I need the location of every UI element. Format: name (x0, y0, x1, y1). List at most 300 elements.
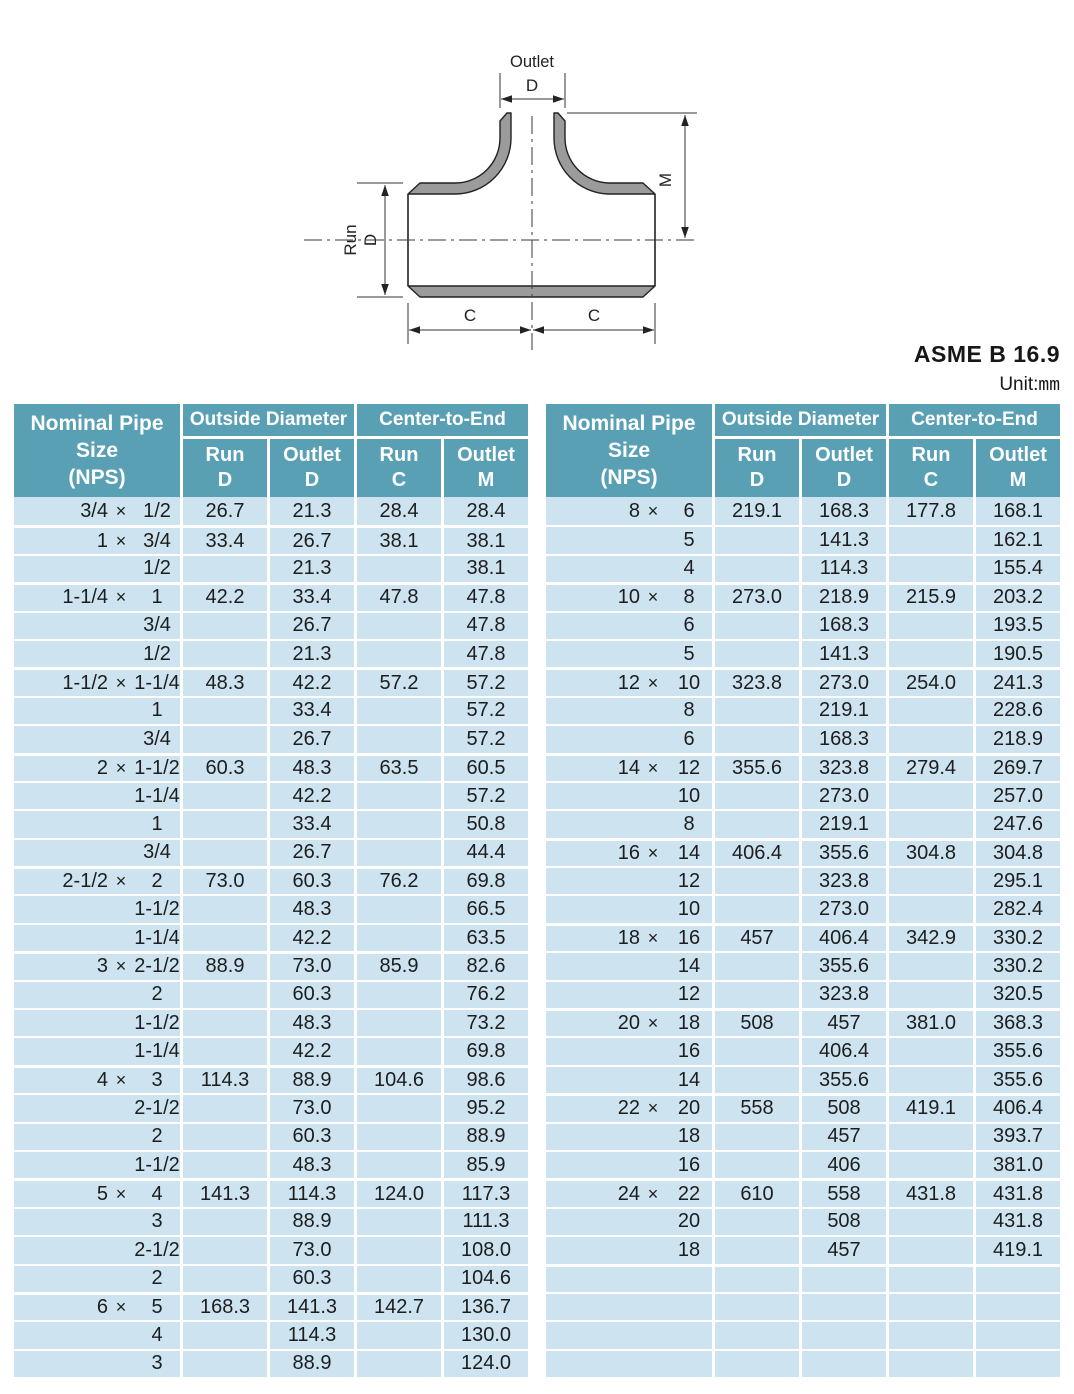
header-center-to-end: Center-to-End (357, 404, 528, 436)
nps-cell (546, 1294, 712, 1320)
run-d-cell (715, 896, 799, 922)
run-d-cell: 88.9 (183, 954, 267, 979)
outlet-d-cell: 355.6 (802, 953, 886, 979)
nps-outlet: 12 (677, 983, 701, 1006)
table-row (546, 582, 1060, 610)
outlet-d-cell: 48.3 (270, 896, 354, 922)
nps-outlet: 5 (151, 1296, 163, 1319)
table-row (546, 554, 1060, 582)
table-row (14, 554, 528, 582)
outlet-d-cell: 141.3 (270, 1295, 354, 1320)
run-c-cell (889, 726, 973, 752)
run-c-cell (889, 1294, 973, 1320)
run-d-cell: 558 (715, 1096, 799, 1121)
run-d-cell: 33.4 (183, 528, 267, 553)
nps-x: × (115, 1297, 127, 1318)
outlet-d-cell (802, 1351, 886, 1377)
nps-cell (546, 1067, 712, 1093)
nps-cell (546, 613, 712, 639)
run-d-cell (715, 1267, 799, 1292)
nps-cell (546, 1124, 712, 1150)
nps-cell (14, 1068, 180, 1093)
nps-outlet: 4 (683, 557, 695, 580)
nps-x: × (647, 500, 659, 521)
run-c-cell (889, 982, 973, 1008)
nps-outlet: 14 (677, 1068, 701, 1091)
nps-outlet: 1/2 (143, 499, 171, 522)
run-d-cell: 323.8 (715, 670, 799, 695)
run-c-cell (889, 527, 973, 553)
outlet-d-cell: 323.8 (802, 756, 886, 781)
run-d-cell (183, 1351, 267, 1377)
nps-run: 2-1/2 (62, 870, 108, 893)
nps-outlet: 6 (683, 499, 695, 522)
outlet-d-cell: 88.9 (270, 1209, 354, 1235)
table-row (546, 753, 1060, 781)
run-d-cell (715, 811, 799, 837)
outlet-m-cell: 393.7 (976, 1124, 1060, 1150)
run-c-cell (357, 982, 441, 1008)
header-run-c (889, 439, 973, 497)
outlet-d-cell: 168.3 (802, 726, 886, 752)
nps-run: 5 (96, 1182, 108, 1205)
nps-cell (14, 811, 180, 837)
outlet-m-cell: 168.1 (976, 497, 1060, 525)
run-d-cell: 610 (715, 1181, 799, 1206)
header-run-c-line1: Run (379, 444, 419, 466)
nps-run: 4 (96, 1069, 108, 1091)
table-row (546, 639, 1060, 667)
nps-outlet: 1/2 (143, 642, 171, 665)
nps-cell (14, 497, 180, 525)
outlet-d-cell: 457 (802, 1124, 886, 1150)
outlet-d-cell (802, 1267, 886, 1292)
run-d-cell (183, 1124, 267, 1150)
outlet-d-cell: 48.3 (270, 756, 354, 781)
header-outside-diameter: Outside Diameter (715, 404, 886, 436)
table-row (14, 667, 528, 695)
nps-outlet: 10 (677, 898, 701, 921)
run-d-cell (183, 698, 267, 724)
nps-cell (14, 1181, 180, 1206)
run-c-cell: 57.2 (357, 670, 441, 695)
nps-outlet: 1-1/2 (134, 756, 180, 779)
table-row (14, 1349, 528, 1377)
run-c-cell: 38.1 (357, 528, 441, 553)
run-c-cell (889, 896, 973, 922)
nps-outlet: 16 (677, 1153, 701, 1176)
nps-outlet: 18 (677, 1012, 701, 1035)
nps-outlet: 22 (677, 1182, 701, 1205)
table-row (14, 1320, 528, 1348)
outlet-m-cell: 57.2 (444, 783, 528, 809)
outlet-d-cell: 273.0 (802, 896, 886, 922)
outlet-d-cell: 457 (802, 1011, 886, 1036)
outlet-d-cell: 33.4 (270, 698, 354, 724)
table-row (14, 1207, 528, 1235)
table-row (14, 923, 528, 951)
nps-cell (546, 1038, 712, 1064)
nps-outlet: 3/4 (143, 529, 171, 552)
outlet-d-cell: 114.3 (270, 1181, 354, 1206)
run-d-cell (715, 527, 799, 553)
standard-title: ASME B 16.9 (913, 341, 1060, 367)
nps-cell (546, 868, 712, 894)
outlet-d-cell: 406.4 (802, 1038, 886, 1064)
table-body-right (546, 497, 1060, 1377)
header-run-c-line2: C (923, 469, 939, 491)
header-outlet-m-line1: Outlet (989, 444, 1047, 466)
run-d-cell (183, 811, 267, 837)
header-run-d (183, 439, 267, 497)
run-d-cell (715, 982, 799, 1008)
outlet-d-cell: 114.3 (802, 556, 886, 582)
run-c-cell (889, 1351, 973, 1377)
nps-cell (546, 1152, 712, 1178)
run-c-cell: 304.8 (889, 841, 973, 866)
outlet-d-cell: 168.3 (802, 497, 886, 525)
outlet-d-cell: 60.3 (270, 1124, 354, 1150)
table-row (14, 866, 528, 894)
outlet-m-cell: 136.7 (444, 1295, 528, 1320)
outlet-m-cell: 282.4 (976, 896, 1060, 922)
table-header (546, 404, 1060, 497)
header-outside-diameter: Outside Diameter (183, 404, 354, 436)
nps-cell (546, 1011, 712, 1036)
table-row (14, 497, 528, 525)
run-c-cell (357, 613, 441, 639)
run-c-cell: 85.9 (357, 954, 441, 979)
outlet-m-cell: 431.8 (976, 1209, 1060, 1235)
nps-outlet: 3 (151, 1210, 163, 1233)
nps-outlet: 18 (677, 1238, 701, 1261)
outlet-d-cell: 406.4 (802, 926, 886, 951)
run-c-cell: 431.8 (889, 1181, 973, 1206)
outlet-m-cell: 193.5 (976, 613, 1060, 639)
outlet-m-cell: 241.3 (976, 670, 1060, 695)
nps-outlet: 2-1/2 (134, 1096, 180, 1119)
outlet-m-cell: 60.5 (444, 756, 528, 781)
run-c-cell (357, 1010, 441, 1036)
nps-outlet: 1-1/2 (134, 898, 180, 921)
header-outlet-d-line1: Outlet (815, 444, 873, 466)
table-row (14, 1008, 528, 1036)
outlet-m-cell: 368.3 (976, 1011, 1060, 1036)
header-nps-line3: (NPS) (600, 466, 658, 490)
nps-cell (546, 982, 712, 1008)
run-d-cell (183, 982, 267, 1008)
outlet-d-cell: 114.3 (270, 1322, 354, 1348)
nps-outlet: 1/2 (143, 557, 171, 580)
nps-cell (546, 896, 712, 922)
run-c-cell (889, 1067, 973, 1093)
nps-x: × (647, 1183, 659, 1204)
nps-cell (546, 811, 712, 837)
outlet-m-cell: 218.9 (976, 726, 1060, 752)
unit-value: mm (1038, 376, 1060, 396)
nps-cell (14, 670, 180, 695)
nps-run: 6 (96, 1296, 108, 1319)
header-outlet-m (444, 439, 528, 497)
nps-cell (14, 1038, 180, 1064)
run-d-cell (183, 1237, 267, 1263)
header-nps-line2: Size (75, 438, 119, 462)
outlet-d-cell: 48.3 (270, 1152, 354, 1178)
nps-cell (14, 641, 180, 667)
nps-cell (546, 1096, 712, 1121)
run-d-cell: 60.3 (183, 756, 267, 781)
nps-run: 12 (617, 671, 640, 694)
nps-outlet: 3/4 (143, 614, 171, 637)
run-d-cell (715, 1067, 799, 1093)
run-d-cell (183, 1095, 267, 1121)
run-d-cell (715, 726, 799, 752)
nps-outlet: 1-1/4 (134, 1040, 180, 1063)
run-d-cell (715, 1152, 799, 1178)
run-d-cell: 219.1 (715, 497, 799, 525)
run-c-cell (889, 1237, 973, 1263)
outlet-d-cell: 26.7 (270, 528, 354, 553)
nps-run: 3/4 (80, 499, 108, 522)
nps-outlet: 14 (677, 841, 701, 864)
outlet-label: Outlet (509, 53, 555, 71)
nps-cell (546, 1267, 712, 1292)
nps-x: × (647, 587, 659, 608)
nps-outlet: 6 (683, 614, 695, 637)
nps-cell (14, 556, 180, 582)
table-row (546, 525, 1060, 553)
outlet-m-cell: 304.8 (976, 841, 1060, 866)
run-d-cell (183, 783, 267, 809)
run-c-cell: 342.9 (889, 926, 973, 951)
table-row (546, 1292, 1060, 1320)
c-left-label: C (463, 306, 477, 325)
outlet-m-cell: 406.4 (976, 1096, 1060, 1121)
outlet-m-cell (976, 1267, 1060, 1292)
outlet-dim-label: D (525, 76, 539, 95)
run-d-cell (715, 1038, 799, 1064)
run-c-cell (357, 1124, 441, 1150)
nps-run: 24 (617, 1182, 640, 1205)
table-row (14, 781, 528, 809)
table-row (14, 894, 528, 922)
nps-cell (14, 1209, 180, 1235)
nps-x: × (647, 842, 659, 863)
run-d-cell: 26.7 (183, 497, 267, 525)
nps-outlet: 6 (683, 727, 695, 750)
nps-outlet: 3 (151, 1352, 163, 1375)
run-c-cell (889, 1322, 973, 1348)
dimension-table-right (546, 404, 1060, 1377)
nps-x: × (115, 587, 127, 608)
run-c-cell: 28.4 (357, 497, 441, 525)
header-run-d-line2: D (749, 469, 765, 491)
nps-cell (14, 613, 180, 639)
outlet-d-cell: 323.8 (802, 982, 886, 1008)
table-row (14, 1093, 528, 1121)
outlet-d-cell: 141.3 (802, 641, 886, 667)
run-d-cell: 73.0 (183, 869, 267, 894)
outlet-d-cell: 88.9 (270, 1068, 354, 1093)
nps-outlet: 16 (677, 1040, 701, 1063)
run-c-cell (357, 840, 441, 866)
nps-outlet: 1-1/2 (134, 1011, 180, 1034)
nps-outlet: 4 (151, 1182, 163, 1205)
run-d-cell (715, 868, 799, 894)
table-row (546, 838, 1060, 866)
nps-x: × (647, 928, 659, 949)
nps-x: × (647, 1013, 659, 1034)
outlet-m-cell: 50.8 (444, 811, 528, 837)
nps-cell (546, 926, 712, 951)
run-d-cell (183, 556, 267, 582)
nps-run: 1 (96, 529, 108, 552)
outlet-m-cell: 95.2 (444, 1095, 528, 1121)
nps-cell (14, 585, 180, 610)
nps-cell (546, 756, 712, 781)
nps-x: × (115, 500, 127, 521)
outlet-d-cell: 508 (802, 1209, 886, 1235)
run-d-cell (183, 641, 267, 667)
outlet-m-cell: 355.6 (976, 1038, 1060, 1064)
run-c-cell (889, 641, 973, 667)
outlet-d-cell: 60.3 (270, 869, 354, 894)
table-row (546, 1008, 1060, 1036)
header-outlet-m-line2: M (1009, 469, 1027, 491)
nps-outlet: 14 (677, 954, 701, 977)
run-d-cell: 114.3 (183, 1068, 267, 1093)
table-body-left (14, 497, 528, 1377)
nps-cell (546, 497, 712, 525)
nps-cell (546, 641, 712, 667)
nps-outlet: 1-1/4 (134, 671, 180, 694)
run-d-cell (183, 1038, 267, 1064)
outlet-m-cell: 247.6 (976, 811, 1060, 837)
table-row (546, 1207, 1060, 1235)
nps-outlet: 2-1/2 (134, 955, 180, 978)
run-d-cell (183, 1152, 267, 1178)
run-c-cell (357, 698, 441, 724)
nps-run: 8 (628, 499, 640, 522)
outlet-d-cell: 141.3 (802, 527, 886, 553)
run-c-cell (889, 1152, 973, 1178)
nps-cell (546, 1351, 712, 1377)
table-row (546, 1036, 1060, 1064)
run-d-cell: 355.6 (715, 756, 799, 781)
nps-cell (546, 783, 712, 809)
outlet-d-cell: 219.1 (802, 698, 886, 724)
nps-cell (14, 954, 180, 979)
nps-outlet: 5 (683, 642, 695, 665)
table-row (546, 781, 1060, 809)
header-outlet-d (270, 439, 354, 497)
run-c-cell: 124.0 (357, 1181, 441, 1206)
table-header (14, 404, 528, 497)
outlet-m-cell: 162.1 (976, 527, 1060, 553)
run-d-cell: 141.3 (183, 1181, 267, 1206)
run-c-cell (889, 868, 973, 894)
outlet-m-cell: 320.5 (976, 982, 1060, 1008)
nps-cell (14, 1010, 180, 1036)
run-d-cell (715, 556, 799, 582)
outlet-d-cell: 60.3 (270, 982, 354, 1008)
table-row (14, 1065, 528, 1093)
nps-x: × (115, 757, 127, 778)
nps-outlet: 16 (677, 927, 701, 950)
nps-cell (546, 1181, 712, 1206)
outlet-m-cell: 69.8 (444, 869, 528, 894)
nps-cell (546, 726, 712, 752)
outlet-m-cell: 419.1 (976, 1237, 1060, 1263)
run-c-cell (357, 1322, 441, 1348)
table-row (546, 923, 1060, 951)
table-row (546, 866, 1060, 894)
table-row (14, 809, 528, 837)
nps-x: × (647, 1098, 659, 1119)
table-row (14, 1150, 528, 1178)
header-run-d-line2: D (217, 469, 233, 491)
nps-x: × (115, 1183, 127, 1204)
nps-outlet: 10 (677, 671, 701, 694)
run-c-cell: 279.4 (889, 756, 973, 781)
nps-cell (14, 528, 180, 553)
outlet-m-cell: 57.2 (444, 726, 528, 752)
nps-outlet: 1-1/2 (134, 1153, 180, 1176)
outlet-d-cell: 42.2 (270, 670, 354, 695)
nps-cell (546, 1209, 712, 1235)
nps-cell (14, 869, 180, 894)
run-c-cell (357, 641, 441, 667)
nps-cell (14, 1095, 180, 1121)
table-row (546, 1178, 1060, 1206)
outlet-m-cell: 73.2 (444, 1010, 528, 1036)
nps-outlet: 2 (151, 870, 163, 893)
outlet-d-cell (802, 1294, 886, 1320)
run-c-cell (357, 556, 441, 582)
run-c-cell (889, 556, 973, 582)
nps-cell (546, 670, 712, 695)
nps-x: × (647, 757, 659, 778)
nps-outlet: 12 (677, 869, 701, 892)
table-row (14, 582, 528, 610)
outlet-m-cell: 355.6 (976, 1067, 1060, 1093)
outlet-m-cell: 85.9 (444, 1152, 528, 1178)
outlet-m-cell: 431.8 (976, 1181, 1060, 1206)
outlet-m-cell: 257.0 (976, 783, 1060, 809)
run-d-cell (183, 726, 267, 752)
nps-x: × (115, 871, 127, 892)
outlet-d-cell: 219.1 (802, 811, 886, 837)
nps-outlet: 8 (683, 586, 695, 609)
header-nps-line3: (NPS) (68, 466, 126, 490)
nps-cell (546, 953, 712, 979)
run-d-cell (183, 1322, 267, 1348)
outlet-m-cell: 88.9 (444, 1124, 528, 1150)
outlet-d-cell: 273.0 (802, 670, 886, 695)
nps-outlet: 20 (677, 1210, 701, 1233)
outlet-m-cell: 108.0 (444, 1237, 528, 1263)
run-d-cell (715, 1351, 799, 1377)
run-c-cell (889, 613, 973, 639)
run-d-cell: 42.2 (183, 585, 267, 610)
run-d-cell (715, 1294, 799, 1320)
header-outlet-d (802, 439, 886, 497)
nps-run: 2 (96, 756, 108, 779)
header-outlet-d-line1: Outlet (283, 444, 341, 466)
header-run-c (357, 439, 441, 497)
run-d-cell: 457 (715, 926, 799, 951)
outlet-m-cell: 63.5 (444, 925, 528, 951)
